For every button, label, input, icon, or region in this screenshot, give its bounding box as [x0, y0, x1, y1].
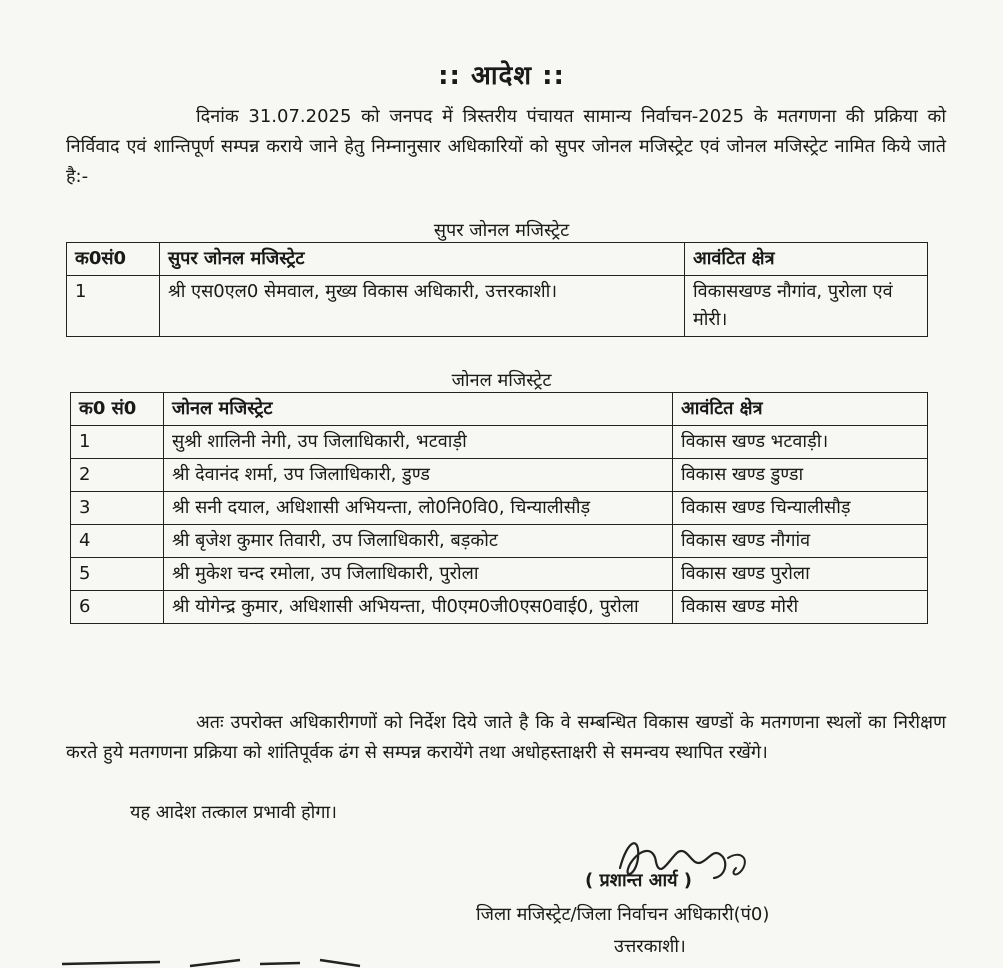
cell-area: विकासखण्ड नौगांव, पुरोला एवं मोरी।	[685, 276, 928, 337]
table-row	[71, 558, 928, 591]
cell-sno: 1	[67, 276, 160, 337]
signatory-place: उत्तरकाशी।	[614, 936, 686, 957]
signatory-name: ( प्रशान्त आर्य )	[585, 870, 693, 891]
table-row	[71, 426, 928, 459]
col-header-sno: क0सं0	[67, 243, 160, 276]
table-row	[71, 591, 928, 624]
zonal-table	[70, 392, 928, 624]
col-header-magistrate: जोनल मजिस्ट्रेट	[164, 393, 673, 426]
col-header-area: आवंटित क्षेत्र	[673, 393, 928, 426]
signatory-designation: जिला मजिस्ट्रेट/जिला निर्वाचन अधिकारी(पं0)	[476, 904, 770, 925]
col-header-sno: क0 सं0	[71, 393, 164, 426]
cell-magistrate: श्री मुकेश चन्द रमोला, उप जिलाधिकारी, पुरोला	[164, 558, 673, 591]
zonal-heading: जोनल मजिस्ट्रेट	[451, 370, 552, 391]
table-header-row	[67, 243, 928, 276]
cell-area: विकास खण्ड मोरी	[673, 591, 928, 624]
table-row	[71, 525, 928, 558]
table-header-row	[71, 393, 928, 426]
cell-sno: 3	[71, 492, 164, 525]
cell-magistrate: श्री एस0एल0 सेमवाल, मुख्य विकास अधिकारी, उत्तरकाशी।	[160, 276, 685, 337]
cell-sno: 5	[71, 558, 164, 591]
cell-area: विकास खण्ड पुरोला	[673, 558, 928, 591]
cell-sno: 6	[71, 591, 164, 624]
page-title: :: आदेश ::	[438, 61, 565, 91]
cell-area: विकास खण्ड नौगांव	[673, 525, 928, 558]
col-header-area: आवंटित क्षेत्र	[685, 243, 928, 276]
cell-magistrate: सुश्री शालिनी नेगी, उप जिलाधिकारी, भटवाड़ी	[164, 426, 673, 459]
closing-text: अतः उपरोक्त अधिकारीगणों को निर्देश दिये जाते है कि वे सम्बन्धित विकास खण्डों के मतगणना स्थलों का निरीक्षण करते हुये मतगणना प्रक्रिया को शांतिपूर्वक ढंग से सम्पन्न करायेंगे तथा अधोहस्ताक्षरी से समन्वय स्थापित रखेंगे।	[66, 712, 946, 763]
col-header-magistrate: सुपर जोनल मजिस्ट्रेट	[160, 243, 685, 276]
cell-area: विकास खण्ड भटवाड़ी।	[673, 426, 928, 459]
super-zonal-heading: सुपर जोनल मजिस्ट्रेट	[433, 220, 570, 241]
cell-area: विकास खण्ड चिन्यालीसौड़	[673, 492, 928, 525]
cell-magistrate: श्री योगेन्द्र कुमार, अधिशासी अभियन्ता, पी0एम0जी0एस0वाई0, पुरोला	[164, 591, 673, 624]
cell-magistrate: श्री बृजेश कुमार तिवारी, उप जिलाधिकारी, बड़कोट	[164, 525, 673, 558]
cropped-text-fragment	[60, 954, 380, 968]
cell-sno: 4	[71, 525, 164, 558]
table-row	[71, 459, 928, 492]
intro-paragraph	[66, 102, 946, 192]
cell-sno: 2	[71, 459, 164, 492]
effective-note: यह आदेश तत्काल प्रभावी होगा।	[130, 802, 337, 823]
intro-text: दिनांक 31.07.2025 को जनपद में त्रिस्तरीय पंचायत सामान्य निर्वाचन-2025 के मतगणना की प्रक्रिया को निर्विवाद एवं शान्तिपूर्ण सम्पन्न कराये जाने हेतु निम्नानुसार अधिकारियों को सुपर जोनल मजिस्ट्रेट एवं जोनल मजिस्ट्रेट नामित किये जाते है:-	[66, 106, 946, 187]
cell-magistrate: श्री सनी दयाल, अधिशासी अभियन्ता, लो0नि0वि0, चिन्यालीसौड़	[164, 492, 673, 525]
cell-area: विकास खण्ड डुण्डा	[673, 459, 928, 492]
cell-magistrate: श्री देवानंद शर्मा, उप जिलाधिकारी, डुण्ड	[164, 459, 673, 492]
cell-sno: 1	[71, 426, 164, 459]
table-row	[67, 276, 928, 337]
super-zonal-table	[66, 242, 928, 337]
table-row	[71, 492, 928, 525]
closing-paragraph	[66, 708, 946, 768]
